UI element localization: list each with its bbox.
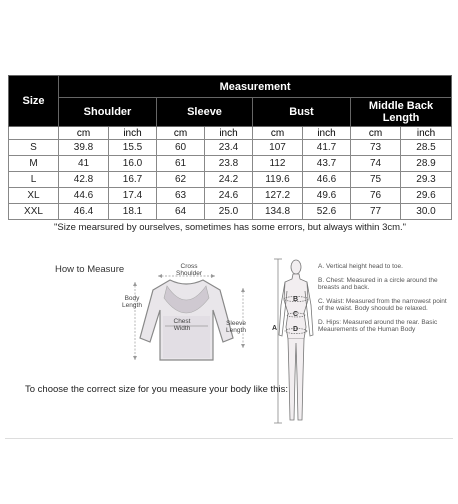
size-cell: L: [9, 172, 59, 188]
table-row: [9, 188, 452, 204]
cross-shoulder-label: Cross Shoulder: [175, 263, 203, 277]
value-cell: 75: [351, 172, 401, 188]
unit-label: cm: [351, 127, 401, 140]
size-chart-table: [8, 75, 452, 234]
value-cell: 23.4: [205, 140, 253, 156]
bust-header: Bust: [253, 98, 351, 127]
label-d: D: [293, 326, 299, 333]
value-cell: 16.0: [109, 156, 157, 172]
shoulder-header: Shoulder: [59, 98, 157, 127]
value-cell: 46.4: [59, 204, 109, 220]
value-cell: 107: [253, 140, 303, 156]
value-cell: 49.6: [303, 188, 351, 204]
measurement-header: Measurement: [59, 76, 452, 98]
value-cell: 77: [351, 204, 401, 220]
value-cell: 16.7: [109, 172, 157, 188]
size-cell: M: [9, 156, 59, 172]
value-cell: 24.2: [205, 172, 253, 188]
value-cell: 28.9: [401, 156, 452, 172]
value-cell: 23.8: [205, 156, 253, 172]
body-figure: [268, 255, 318, 427]
chest-width-label: Chest Width: [173, 318, 191, 332]
value-cell: 25.0: [205, 204, 253, 220]
unit-label: cm: [253, 127, 303, 140]
unit-label: inch: [401, 127, 452, 140]
value-cell: 18.1: [109, 204, 157, 220]
value-cell: 43.7: [303, 156, 351, 172]
table-row: [9, 156, 452, 172]
sleeve-length-label: Sleeve Length: [226, 320, 246, 334]
value-cell: 46.6: [303, 172, 351, 188]
unit-label: cm: [59, 127, 109, 140]
unit-label: inch: [303, 127, 351, 140]
table-row: [9, 140, 452, 156]
note-b: B. Chest: Measured in a circle around the breasts and back.: [318, 276, 438, 291]
value-cell: 24.6: [205, 188, 253, 204]
label-b: B: [293, 296, 299, 303]
label-c: C: [293, 311, 299, 318]
body-length-label: Body Length: [122, 295, 142, 309]
value-cell: 62: [157, 172, 205, 188]
value-cell: 52.6: [303, 204, 351, 220]
value-cell: 74: [351, 156, 401, 172]
unit-label: inch: [205, 127, 253, 140]
value-cell: 134.8: [253, 204, 303, 220]
value-cell: 60: [157, 140, 205, 156]
value-cell: 61: [157, 156, 205, 172]
value-cell: 41.7: [303, 140, 351, 156]
note-c: C. Waist: Measured from the narrowest point of the waist. Body shoould be relaxed.: [318, 297, 447, 312]
label-a: A: [272, 325, 278, 332]
unit-label: cm: [157, 127, 205, 140]
value-cell: 30.0: [401, 204, 452, 220]
table-note: "Size mearsured by ourselves, sometimes has some errors, but always within 3cm.": [54, 221, 407, 233]
value-cell: 41: [59, 156, 109, 172]
value-cell: 119.6: [253, 172, 303, 188]
note-a: A. Vertical height head to toe.: [318, 263, 403, 270]
value-cell: 28.5: [401, 140, 452, 156]
value-cell: 73: [351, 140, 401, 156]
size-cell: XXL: [9, 204, 59, 220]
value-cell: 64: [157, 204, 205, 220]
value-cell: 112: [253, 156, 303, 172]
how-to-measure-heading: How to Measure: [55, 264, 125, 275]
value-cell: 15.5: [109, 140, 157, 156]
units-spacer: [9, 127, 59, 140]
value-cell: 39.8: [59, 140, 109, 156]
size-cell: XL: [9, 188, 59, 204]
middle-back-length-header: Middle Back Length: [351, 98, 452, 127]
value-cell: 127.2: [253, 188, 303, 204]
value-cell: 29.3: [401, 172, 452, 188]
value-cell: 76: [351, 188, 401, 204]
measurement-notes: [318, 263, 453, 340]
value-cell: 44.6: [59, 188, 109, 204]
value-cell: 63: [157, 188, 205, 204]
table-row: [9, 204, 452, 220]
value-cell: 42.8: [59, 172, 109, 188]
value-cell: 17.4: [109, 188, 157, 204]
table-row: [9, 172, 452, 188]
divider: [5, 438, 453, 439]
sleeve-header: Sleeve: [157, 98, 253, 127]
unit-label: inch: [109, 127, 157, 140]
size-header: Size: [9, 76, 59, 127]
choose-size-instruction: To choose the correct size for you measure your body like this:: [25, 384, 288, 395]
note-d: D. Hips: Measured around the rear. Basic Meaurements of the Human Body: [318, 318, 438, 333]
value-cell: 29.6: [401, 188, 452, 204]
size-cell: S: [9, 140, 59, 156]
